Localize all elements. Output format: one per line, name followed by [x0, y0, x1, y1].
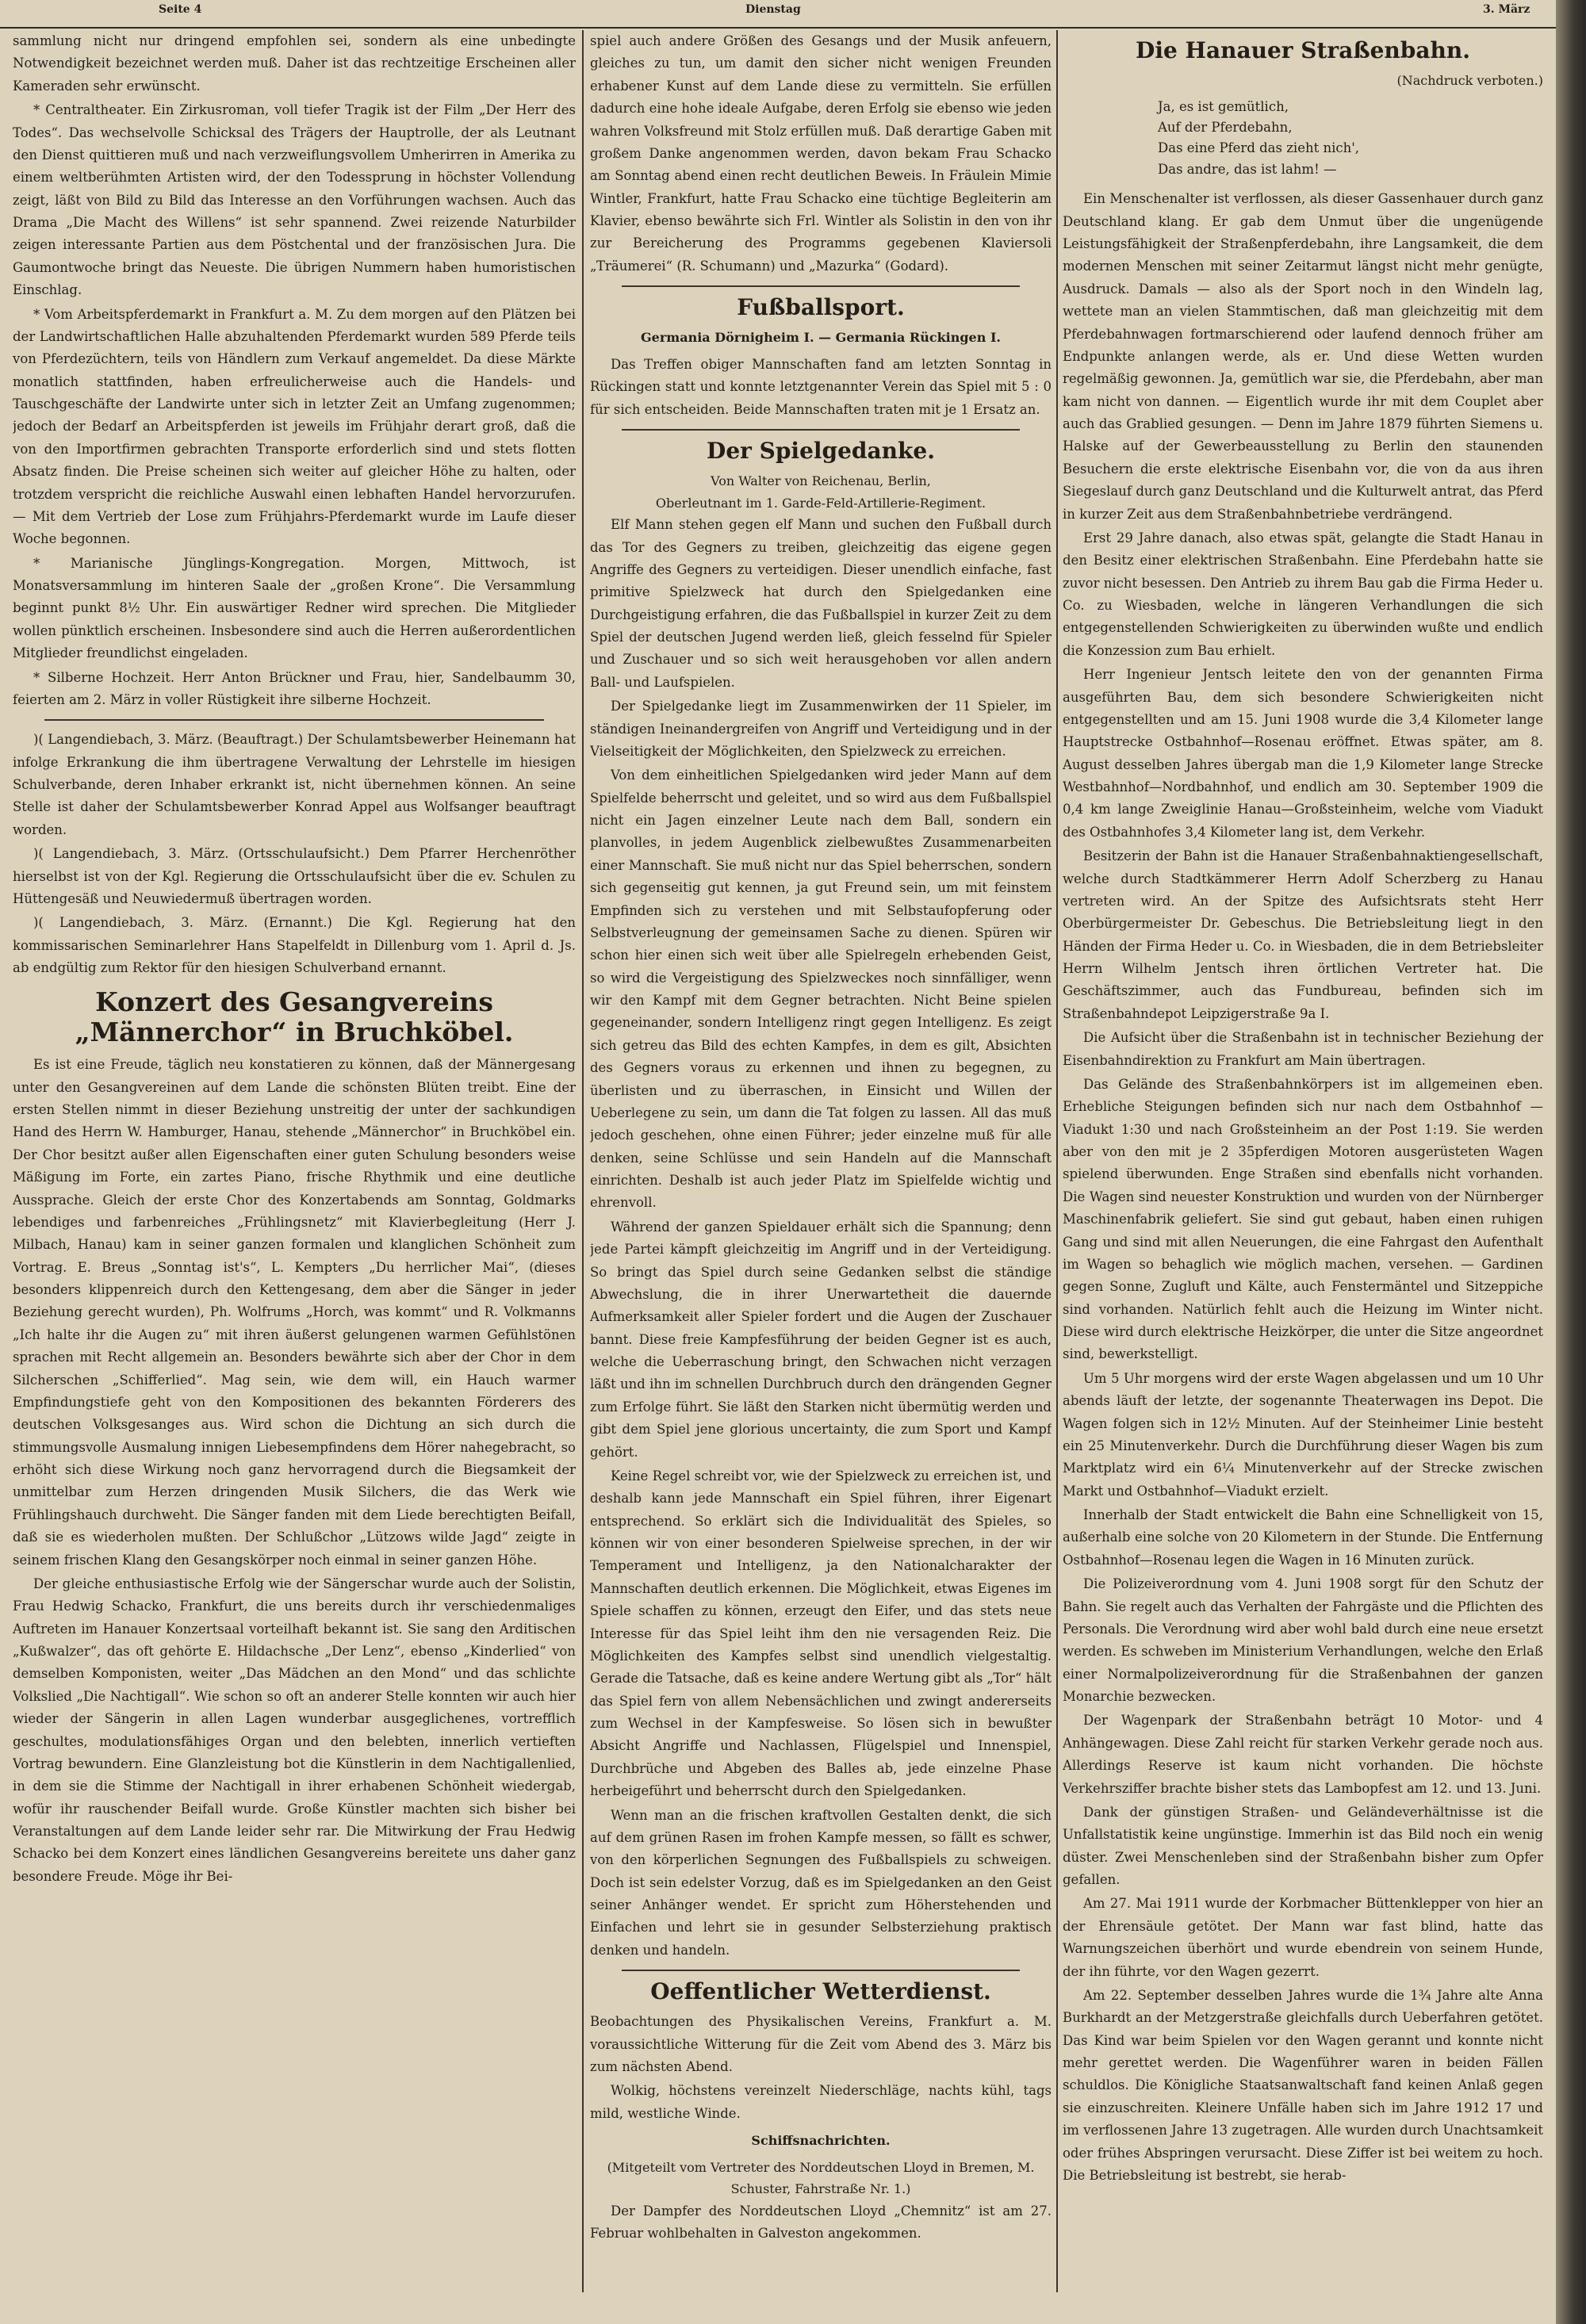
wetter-source: Beobachtungen des Physikalischen Vereins, Frankfurt a. M. voraussichtliche Witterung für die Zeit vom Abend des 3. März bis zum nächsten Abend.	[590, 2014, 1052, 2075]
article-kongregation: * Marianische Jünglings-Kongregation. Morgen, Mittwoch, ist Monatsversammlung im hinteren Saale der „großen Krone“. Die Versammlung beginnt punkt 8½ Uhr. Ein auswärtiger Redner wird sprechen. Die Mitglieder wollen pünktlich erscheinen. Insbesondere sind auch die Herren außerordentlichen Mitglieder freundlichst eingeladen.	[13, 555, 576, 661]
article-strassenbahn-p12: Am 27. Mai 1911 wurde der Korbmacher Büttenklepper von hier an der Ehrensäule getötet. Der Mann war fast blind, hatte das Warnungszeichen überhört und wurde ebendrein von seinem Hunde, der ihn führte, vor den Wagen gezerrt.	[1063, 1896, 1543, 1979]
article-strassenbahn-p3: Herr Ingenieur Jentsch leitete den von der genannten Firma ausgeführten Bau, dem sich besondere Schwierigkeiten nicht entgegenstellten und am 15. Juni 1908 wurde die 3,4 Kilometer lange Hauptstrecke Ostbahnhof—Rosenau eröffnet. Etwas später, am 8. August desselben Jahres übergab man die 1,9 Kilometer lange Strecke Westbahnhof—Nordbahnhof, und endlich am 30. September 1909 die 0,4 km lange Zweiglinie Hanau—Großsteinheim, welche vom Viadukt des Ostbahnhofes 3,4 Kilometer lang ist, dem Verkehr.	[1063, 667, 1543, 840]
column-middle	[590, 30, 1052, 2292]
schiff-news: Der Dampfer des Norddeutschen Lloyd „Chemnitz“ ist am 27. Februar wohlbehalten in Galveston angekommen.	[590, 2203, 1052, 2242]
byline-author: Von Walter von Reichenau, Berlin,	[711, 473, 931, 489]
article-langendiebach-2: )( Langendiebach, 3. März. (Ortsschulaufsicht.) Dem Pfarrer Herchenröther hierselbst ist von der Kgl. Regierung die Ortsschulaufsicht über die ev. Schulen zu Hüttengesäß und Neuwiedermuß übertragen worden.	[13, 846, 576, 906]
poem	[1158, 97, 1543, 181]
page-header	[0, 0, 1556, 29]
article-spielgedanke-p6: Wenn man an die frischen kraftvollen Gestalten denkt, die sich auf dem grünen Rasen im frohen Kampfe messen, so fällt es schwer, von den körperlichen Segnungen des Fußballspiels zu schweigen. Doch ist sein edelster Vorzug, daß es im Spielgedanken an den Geist seiner Anhänger wendet. Er spricht zum Höherstehenden und Einfachen und lehrt sie in gesunder Selbsterziehung praktisch denken und handeln.	[590, 1807, 1052, 1958]
article-spielgedanke-p3: Von dem einheitlichen Spielgedanken wird jeder Mann auf dem Spielfelde beherrscht und geleitet, und so wird aus dem Fußballspiel nicht ein Jagen einzelner Leute nach dem Ball, sondern ein planvolles, in jedem Augenblick zielbewußtes Zusammenarbeiten einer Mannschaft. Sie muß nicht nur das Spiel beherrschen, sondern sich gegenseitig gut kennen, ja gut Freund sein, um mit feinstem Empfinden sich zu verstehen und mit Selbstaufopferung oder Selbstverleugnung der gemeinsamen Sache zu dienen. Spüren wir schon hier einen sich weit über alle Spielregeln erhebenden Geist, so wird die Vergeistigung des Spielzweckes noch sinnfälliger, wenn wir den Kampf mit dem Gegner betrachten. Nicht Beine spielen gegeneinander, sondern Intelligenz ringt gegen Intelligenz. Es zeigt sich getreu das Bild des echten Kampfes, in dem es gilt, Absichten des Gegners voraus zu erkennen und ihnen zu begegnen, zu überlisten und zu überraschen, in Einsicht und Willen der Ueberlegene zu sein, um dann die Tat folgen zu lassen. All das muß jedoch geschehen, ohne einen Führer; jeder einzelne muß für alle denken, seine Schlüsse und sein Handeln auf die Mannschaft einrichten. Deshalb ist auch jeder Platz im Spielfelde wichtig und ehrenvoll.	[590, 768, 1052, 1211]
article-strassenbahn-p6: Das Gelände des Straßenbahnkörpers ist im allgemeinen eben. Erhebliche Steigungen befinden sich nur nach dem Ostbahnhof — Viadukt 1:30 und nach Großsteinheim an der Post 1:19. Sie werden aber von den mit je 2 35pferdigen Motoren ausgerüsteten Wagen spielend überwunden. Enge Straßen sind ebenfalls nicht vorhanden. Die Wagen sind neuester Konstruktion und wurden von der Nürnberger Maschinenfabrik geliefert. Sie sind gut gebaut, haben einen ruhigen Gang und sind mit allen Neuerungen, die eine Fahrgast den Aufenthalt im Wagen so behaglich wie möglich machen, versehen. — Gardinen gegen Sonne, Zugluft und Kälte, auch Fenstermäntel und Sitzeppiche sind vorhanden. Natürlich fehlt auch die Heizung im Winter nicht. Diese wird durch elektrische Heizkörper, die unter die Sitze angeordnet sind, bewerkstelligt.	[1063, 1076, 1543, 1362]
separator	[622, 1970, 1020, 1971]
column-right	[1063, 30, 1543, 2292]
headline-fussballsport: Fußballsport.	[737, 294, 905, 321]
article-strassenbahn-p11: Dank der günstigen Straßen- und Geländeverhältnisse ist die Unfallstatistik keine ungünstige. Immerhin ist das Bild noch ein wenig düster. Zwei Menschenleben sind der Straßenbahn bisher zum Opfer gefallen.	[1063, 1804, 1543, 1888]
byline-rank: Oberleutnant im 1. Garde-Feld-Artillerie-Regiment.	[655, 495, 986, 511]
column-rule-2	[1056, 30, 1058, 2292]
poem-line: Das eine Pferd das zieht nich',	[1158, 140, 1360, 156]
article-langendiebach-1: )( Langendiebach, 3. März. (Beauftragt.) Der Schulamtsbewerber Heinemann hat infolge Erkrankung die ihm übertragene Verwaltung der Lehrstelle im hiesigen Schulverbande, deren Inhaber erkrankt ist, nicht übernehmen können. An seine Stelle ist daher der Schulamtsbewerber Konrad Appel aus Wolfsanger beauftragt worden.	[13, 732, 576, 837]
column-rule-1	[582, 30, 584, 2292]
article-strassenbahn-p8: Innerhalb der Stadt entwickelt die Bahn eine Schnelligkeit von 15, außerhalb eine solche von 20 Kilometern in der Stunde. Die Entfernung Ostbahnhof—Rosenau legen die Wagen in 16 Minuten zurück.	[1063, 1507, 1543, 1568]
article-intro-fragment: sammlung nicht nur dringend empfohlen sei, sondern als eine unbedingte Notwendigkeit bezeichnet werden muß. Daher ist das rechtzeitige Erscheinen aller Kameraden sehr erwünscht.	[13, 33, 576, 94]
article-centraltheater: * Centraltheater. Ein Zirkusroman, voll tiefer Tragik ist der Film „Der Herr des Todes“. Das wechselvolle Schicksal des Trägers der Hauptrolle, der als Leutnant den Dienst quittieren muß und nach verzweiflungsvollem Umherirren in Amerika zu einem weltberühmten Artisten wird, der den Todessprung in höchster Vollendung zeigt, läßt von Bild zu Bild das Interesse an den Vorführungen wachsen. Auch das Drama „Die Macht des Willens“ ist sehr spannend. Zwei reizende Naturbilder zeigen interessante Partien aus dem Pöstchental und der französischen Jura. Die Gaumontwoche bringt das Neueste. Die übrigen Nummern haben humoristischen Einschlag.	[13, 102, 576, 298]
headline-schiffsnachrichten: Schiffsnachrichten.	[751, 2133, 891, 2149]
separator	[622, 429, 1020, 431]
article-silberne-hochzeit: * Silberne Hochzeit. Herr Anton Brückner und Frau, hier, Sandelbaumm 30, feierten am 2. März in voller Rüstigkeit ihre silberne Hochzeit.	[13, 669, 576, 707]
article-strassenbahn-p10: Der Wagenpark der Straßenbahn beträgt 10 Motor- und 4 Anhängewagen. Diese Zahl reicht für starken Verkehr gerade noch aus. Allerdings Reserve ist kaum nicht vorhanden. Die höchste Verkehrsziffer brachte bisher stets das Lambopfest am 12. und 13. Juni.	[1063, 1713, 1543, 1796]
article-pferdemarkt: * Vom Arbeitspferdemarkt in Frankfurt a. M. Zu dem morgen auf den Plätzen bei der Landwirtschaftlichen Halle abzuhaltenden Pferdemarkt wurden 589 Pferde teils von Pferdezüchtern, teils von Händlern zum Verkauf angemeldet. Da diese Märkte monatlich stattfinden, haben erfreulicherweise auch die Handels- und Tauschgeschäfte der Landwirte unter sich in letzter Zeit an Umfang zugenommen; jedoch der Bedarf an Arbeitspferden ist jeweils im Frühjahr derart groß, daß die von den Importfirmen gebrachten Transporte erforderlich sind und stets flotten Absatz finden. Die Preise scheinen sich weiter auf gleicher Höhe zu halten, oder trotzdem verspricht die reichliche Auswahl einen lebhaften Handel hervorzurufen. — Mit dem Vertrieb der Lose zum Frühjahrs-Pferdemarkt wurde im Laufe dieser Woche begonnen.	[13, 306, 576, 547]
separator	[44, 719, 544, 721]
headline-konzert: Konzert des Gesangvereins „Männerchor“ in Bruchköbel.	[75, 986, 514, 1048]
article-spielgedanke-p1: Elf Mann stehen gegen elf Mann und suchen den Fußball durch das Tor des Gegners zu treiben, gleichzeitig das eigene gegen Angriffe des Gegners zu verteidigen. Dieser unendlich einfache, fast primitive Spielzweck hat durch den Spielgedanken eine Durchgeistigung erfahren, die das Fußballspiel in kurzer Zeit zu dem Spiel der deutschen Jugend werden ließ, gleich fesselnd für Spieler und Zuschauer und so sich weit herausgehoben vor allen andern Ball- und Laufspielen.	[590, 517, 1052, 690]
separator	[622, 285, 1020, 287]
article-strassenbahn-p5: Die Aufsicht über die Straßenbahn ist in technischer Beziehung der Eisenbahndirektion zu Frankfurt am Main übertragen.	[1063, 1030, 1543, 1068]
schiff-source: (Mitgeteilt vom Vertreter des Norddeutschen Lloyd in Bremen, M. Schuster, Fahrstraße Nr. 1.)	[607, 2159, 1035, 2197]
article-strassenbahn-p9: Die Polizeiverordnung vom 4. Juni 1908 sorgt für den Schutz der Bahn. Sie regelt auch das Verhalten der Fahrgäste und die Pflichten des Personals. Die Verordnung wird aber wohl bald durch eine neue ersetzt werden. Es schweben im Ministerium Verhandlungen, welche den Erlaß einer Normalpolizeiverordnung für die Straßenbahnen der ganzen Monarchie bezwecken.	[1063, 1576, 1543, 1705]
article-spielgedanke-p2: Der Spielgedanke liegt im Zusammenwirken der 11 Spieler, im ständigen Ineinandergreifen von Angriff und Verteidigung und in der Vielseitigkeit der Möglichkeiten, den Spielzweck zu erreichen.	[590, 699, 1052, 759]
page-number: Seite 4	[159, 3, 202, 16]
article-fussball: Das Treffen obiger Mannschaften fand am letzten Sonntag in Rückingen statt und konnte letztgenannter Verein das Spiel mit 5 : 0 für sich entscheiden. Beide Mannschaften traten mit je 1 Ersatz an.	[590, 356, 1052, 417]
wetter-forecast: Wolkig, höchstens vereinzelt Niederschläge, nachts kühl, tags mild, westliche Winde.	[590, 2083, 1052, 2121]
article-strassenbahn-p7: Um 5 Uhr morgens wird der erste Wagen abgelassen und um 10 Uhr abends läuft der letzte, der sogenannte Theaterwagen ins Depot. Die Wagen folgen sich in 12½ Minuten. Auf der Steinheimer Linie besteht ein 25 Minutenverkehr. Durch die Durchführung dieser Wagen bis zum Marktplatz wird ein 6¼ Minutenverkehr auf der Strecke zwischen Markt und Ostbahnhof—Viadukt erzielt.	[1063, 1370, 1543, 1499]
page-edge-shadow	[1556, 0, 1586, 2324]
nachdruck-notice: (Nachdruck verboten.)	[1396, 73, 1543, 89]
article-strassenbahn-p4: Besitzerin der Bahn ist die Hanauer Straßenbahnaktiengesellschaft, welche durch Stadtkämmerer Herrn Adolf Scherzberg zu Hanau vertreten wird. An der Spitze des Aufsichtsrats steht Herr Oberbürgermeister Dr. Gebeschus. Die Betriebsleitung liegt in den Händen der Firma Heder u. Co. in Wiesbaden, die in dem Betriebsleiter Herrn Wilhelm Jentsch ihren örtlichen Vertreter hat. Die Geschäftszimmer, auch das Fundbureau, befinden sich im Straßenbahndepot Leipzigerstraße 9a I.	[1063, 848, 1543, 1021]
poem-line: Das andre, das ist lahm! —	[1158, 161, 1337, 177]
headline-spielgedanke: Der Spielgedanke.	[707, 437, 935, 464]
article-konzert-p1: Es ist eine Freude, täglich neu konstatieren zu können, daß der Männergesang unter den Gesangvereinen auf dem Lande die schönsten Blüten treibt. Eine der ersten Stellen nimmt in dieser Beziehung unstreitig der unter der sachkundigen Hand des Herrn W. Hamburger, Hanau, stehende „Männerchor“ in Bruchköbel ein. Der Chor besitzt außer allen Eigenschaften einer guten Schulung besonders weise Mäßigung im Forte, ein zartes Piano, frische Rhythmik und eine deutliche Aussprache. Gleich der erste Chor des Konzertabends am Sonntag, Goldmarks lebendiges und farbenreiches „Frühlingsnetz“ mit Klavierbegleitung (Herr J. Milbach, Hanau) kam in seiner ganzen formalen und klanglichen Schönheit zum Vortrag. E. Breus „Sonntag ist's“, L. Kempters „Du herrlicher Mai“, (dieses besonders klippenreich durch den Kettengesang, dem aber die Sänger in jeder Beziehung gerecht wurden), Ph. Wolfrums „Horch, was kommt“ und R. Volkmanns „Ich halte ihr die Augen zu“ mit ihren äußerst gelungenen warmen Gefühlstönen sprachen mit Recht allgemein an. Besonders bewährte sich aber der Chor in dem Silcherschen „Schifferlied“. Mag sein, wie dem will, ein Hauch warmer Empfindungstiefe geht von den Kompositionen des bekannten Förderers des deutschen Volksgesanges aus. Wird schon die Dichtung an sich durch die stimmungsvolle Ausmalung innigen Liebesempfindens dem Hörer nahegebracht, so erhöht sich diese Wirkung noch ganz hervorragend durch die Biegsamkeit der unmittelbar zum Herzen dringenden Musik Silchers, die das Werk wie Frühlingshauch durchweht. Die Sänger fanden mit dem Liede berechtigten Beifall, daß sie es wiederholen mußten. Der Schlußchor „Lützows wilde Jagd“ zeigte in seinem frischen Klang den Gesangskörper noch einmal in seiner ganzen Höhe.	[13, 1057, 576, 1568]
fussball-match: Germania Dörnigheim I. — Germania Rückingen I.	[641, 330, 1001, 346]
article-konzert-p2: Der gleiche enthusiastische Erfolg wie der Sängerschar wurde auch der Solistin, Frau Hedwig Schacko, Frankfurt, die uns bereits durch ihr verschiedenmaliges Auftreten im Hanauer Konzertsaal vorteilhaft bekannt ist. Sie sang den Arditischen „Kußwalzer“, das oft gehörte E. Hildachsche „Der Lenz“, ebenso „Kinderlied“ von demselben Komponisten, weiter „Das Mädchen an den Mond“ und das schlichte Volkslied „Die Nachtigall“. Wie schon so oft an anderer Stelle konnten wir auch hier wieder der Sängerin in allen Lagen wunderbar ausgeglichenes, vortrefflich geschultes, modulationsfähiges Organ und den belebten, innerlich vertieften Vortrag bewundern. Eine Glanzleistung bot die Künstlerin in dem Nachtigallenlied, in dem sie die Stimme der Nachtigall in ihrer erhabenen Schönheit wiedergab, wofür ihr rauschender Beifall wurde. Große Künstler machten sich bisher bei Veranstaltungen auf dem Lande leider sehr rar. Die Mitwirkung der Frau Hedwig Schacko bei dem Konzert eines ländlichen Gesangvereins bereitete uns daher ganz besondere Freude. Möge ihr Bei-	[13, 1575, 576, 1884]
header-date: 3. März	[1483, 3, 1530, 16]
article-strassenbahn-p13: Am 22. September desselben Jahres wurde die 1¾ Jahre alte Anna Burkhardt an der Metzgerstraße gleichfalls durch Ueberfahren getötet. Das Kind war beim Spielen vor den Wagen gerannt und konnte nicht mehr gerettet werden. Die Wagenführer waren in beiden Fällen schuldlos. Die Königliche Staatsanwaltschaft fand keinen Anlaß gegen sie einzuschreiten. Kleinere Unfälle haben sich im Jahre 1912 17 und im verflossenen Jahre 13 zugetragen. Alle wurden durch Unachtsamkeit oder frühes Abspringen verursacht. Diese Ziffer ist bei weitem zu hoch. Die Betriebsleitung ist bestrebt, sie herab-	[1063, 1987, 1543, 2183]
poem-line: Auf der Pferdebahn,	[1158, 120, 1293, 136]
article-strassenbahn-p1: Ein Menschenalter ist verflossen, als dieser Gassenhauer durch ganz Deutschland klang. Er gab dem Unmut über die ungenügende Leistungsfähigkeit der Straßenpferdebahn, ihre Langsamkeit, die dem modernen Menschen mit seiner Zeitarmut längst nicht mehr genügte, Ausdruck. Damals — also als der Sport noch in den Windeln lag, wettete man an vielen Stammtischen, daß man gleichzeitig mit dem Pferdebahnwagen fortmarschierend oder laufend dennoch früher am Endpunkte anlangen werde, als er. Und diese Wetten wurden regelmäßig gewonnen. Ja, gemütlich war sie, die Pferdebahn, aber man kam nicht von dannen. — Eigentlich wurde ihr mit dem Couplet aber auch das Grablied gesungen. — Denn im Jahre 1879 führten Siemens u. Halske auf der Gewerbeausstellung zu Berlin den staunenden Besuchern die erste elektrische Eisenbahn vor, die von da aus ihren Siegeslauf durch ganz Deutschland und die Kulturwelt antrat, das Pferd in kurzer Zeit aus dem Straßenbahnbetriebe verdrängend.	[1063, 191, 1543, 522]
article-strassenbahn-p2: Erst 29 Jahre danach, also etwas spät, gelangte die Stadt Hanau in den Besitz einer elektrischen Straßenbahn. Eine Pferdebahn hatte sie zuvor nicht besessen. Den Antrieb zu ihrem Bau gab die Firma Heder u. Co. zu Wiesbaden, welche in längeren Verhandlungen die sich entgegenstellenden Schwierigkeiten zu überwinden wußte und endlich die Konzession zum Bau erhielt.	[1063, 530, 1543, 658]
article-spielgedanke-p5: Keine Regel schreibt vor, wie der Spielzweck zu erreichen ist, und deshalb kann jede Mannschaft ein Spiel führen, ihrer Eigenart entsprechend. So erklärt sich die Individualität des Spieles, so können wir von einer besonderen Spielweise sprechen, in der wir Temperament und Intelligenz, ja den Nationalcharakter der Mannschaften deutlich erkennen. Die Möglichkeit, etwas Eigenes im Spiele schaffen zu können, erzeugt den Eifer, und das stets neue Interesse für das Spiel leiht ihm den nie versagenden Reiz. Die Möglichkeiten des Kampfes selbst sind unendlich vielgestaltig. Gerade die Tatsache, daß es keine andere Wertung gibt als „Tor“ hält das Spiel fern von allem Nebensächlichen und zwingt andererseits zum Wechsel in der Kampfesweise. So lösen sich in bewußter Absicht Angriffe und Nachlassen, Flügelspiel und Innenspiel, Durchbrüche und Abgeben des Balles ab, jede einzelne Phase herbeigeführt und beherrscht durch den Spielgedanken.	[590, 1468, 1052, 1799]
article-konzert-continued: spiel auch andere Größen des Gesangs und der Musik anfeuern, gleiches zu tun, um damit den sicher nicht wenigen Freunden erhabener Kunst auf dem Lande diese zu vermitteln. Sie erfüllen dadurch eine hohe ideale Aufgabe, deren Erfolg sie ebenso wie jeden wahren Volksfreund mit Stolz erfüllen muß. Daß derartige Gaben mit großem Danke angenommen werden, davon bekam Frau Schacko am Sonntag abend einen recht deutlichen Beweis. In Fräulein Mimie Wintler, Frankfurt, hatte Frau Schacko eine tüchtige Begleiterin am Klavier, ebenso bewährte sich Frl. Wintler als Solistin in den von ihr zur Bereicherung des Programms gegebenen Klaviersoli „Träumerei“ (R. Schumann) und „Mazurka“ (Godard).	[590, 33, 1052, 274]
article-langendiebach-3: )( Langendiebach, 3. März. (Ernannt.) Die Kgl. Regierung hat den kommissarischen Seminarlehrer Hans Stapelfeldt in Dillenburg vom 1. April d. Js. ab endgültig zum Rektor für den hiesigen Schulverband ernannt.	[13, 915, 576, 975]
article-spielgedanke-p4: Während der ganzen Spieldauer erhält sich die Spannung; denn jede Partei kämpft gleichzeitig im Angriff und in der Verteidigung. So bringt das Spiel durch seine Gedanken selbst die ständige Abwechslung, die in ihrer Unerwartetheit die dauernde Aufmerksamkeit aller Spieler fordert und die Augen der Zuschauer bannt. Diese freie Kampfesführung der beiden Gegner ist es auch, welche die Ueberraschung bringt, den Schwachen nicht verzagen läßt und ihn im schnellen Durchbruch durch den drängenden Gegner zum Erfolge führt. Sie läßt den Starken nicht übermütig werden und gibt dem Spiel jene glorious uncertainty, die zum Sport und Kampf gehört.	[590, 1219, 1052, 1460]
header-day: Dienstag	[745, 3, 801, 16]
column-left	[13, 30, 576, 2292]
headline-strassenbahn: Die Hanauer Straßenbahn.	[1136, 37, 1470, 63]
poem-line: Ja, es ist gemütlich,	[1158, 98, 1289, 114]
headline-wetterdienst: Oeffentlicher Wetterdienst.	[650, 1978, 991, 2005]
